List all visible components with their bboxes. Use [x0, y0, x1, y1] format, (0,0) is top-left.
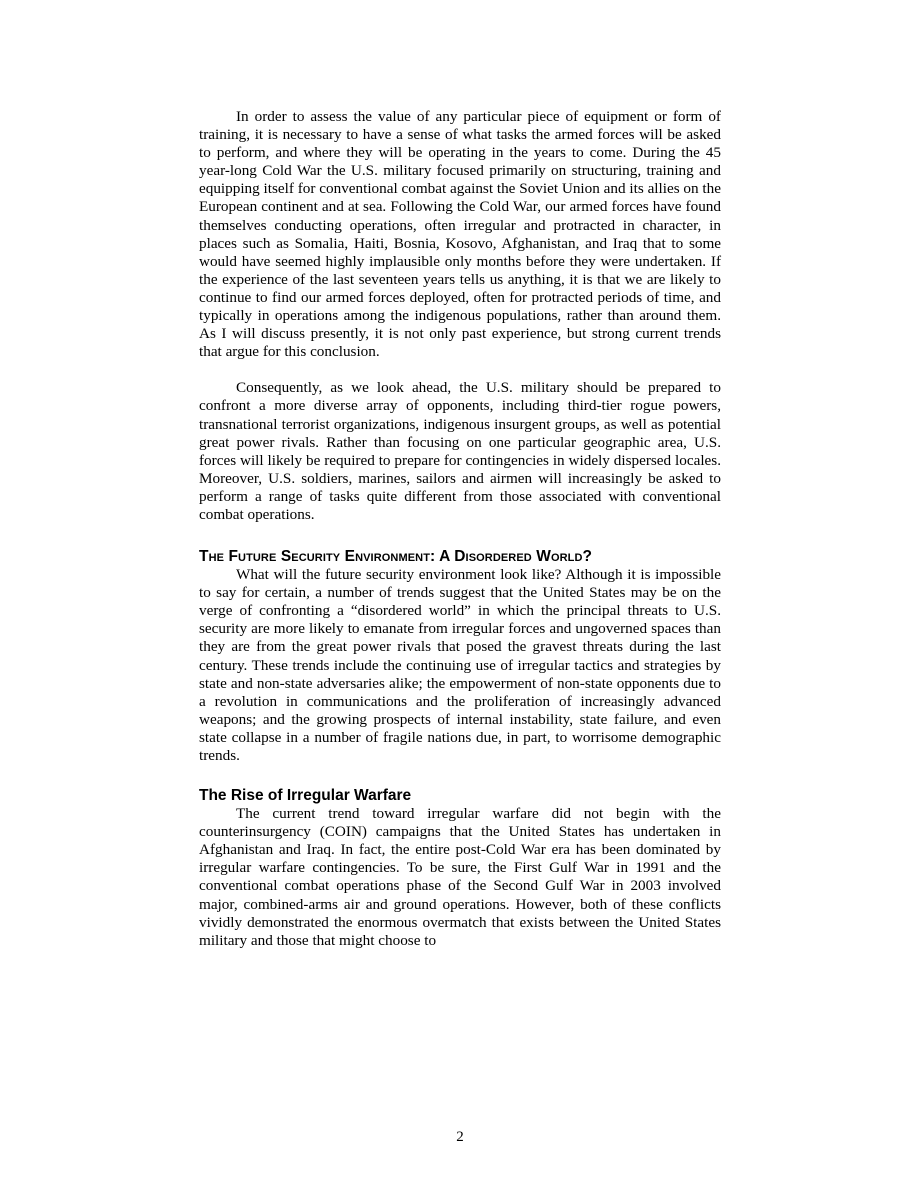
- subsection-paragraph: The current trend toward irregular warfare did not begin with the counterinsurgency (COIN) campaigns that the United States has undertaken in Afghanistan and Iraq. In fact, the entire post-Cold War era has been dominated by irregular warfare contingencies. To be sure, the First Gulf War in 1991 and the conventional combat operations phase of the Second Gulf War in 2003 involved major, combined-arms air and ground operations. However, both of these conflicts vividly demonstrated the enormous overmatch that exists between the United States military and those that might choose to: [199, 805, 721, 949]
- body-paragraph: In order to assess the value of any particular piece of equipment or form of training, it is necessary to have a sense of what tasks the armed forces will be asked to perform, and where they will be operating in the years to come. During the 45 year-long Cold War the U.S. military focused primarily on structuring, training and equipping itself for conventional combat against the Soviet Union and its allies on the European continent and at sea. Following the Cold War, our armed forces have found themselves conducting operations, often irregular and protracted in character, in places such as Somalia, Haiti, Bosnia, Kosovo, Afghanistan, and Iraq that to some would have seemed highly implausible only months before they were undertaken. If the experience of the last seventeen years tells us anything, it is that we are likely to continue to find our armed forces deployed, often for protracted periods of time, and typically in operations among the indigenous populations, rather than around them. As I will discuss presently, it is not only past experience, but strong current trends that argue for this conclusion.: [199, 108, 721, 361]
- page-body: [199, 108, 721, 950]
- section-heading: The Future Security Environment: A Disordered World?: [199, 548, 593, 566]
- subsection-heading: The Rise of Irregular Warfare: [199, 787, 412, 805]
- body-paragraph: Consequently, as we look ahead, the U.S. military should be prepared to confront a more diverse array of opponents, including third-tier rogue powers, transnational terrorist organizations, indigenous insurgent groups, as well as potential great power rivals. Rather than focusing on one particular geographic area, U.S. forces will likely be required to prepare for contingencies in widely dispersed locales. Moreover, U.S. soldiers, marines, sailors and airmen will increasingly be asked to perform a range of tasks quite different from those associated with conventional combat operations.: [199, 379, 721, 523]
- page-number: 2: [456, 1129, 464, 1145]
- section-paragraph: What will the future security environment look like? Although it is impossible to say for certain, a number of trends suggest that the United States may be on the verge of confronting a “disordered world” in which the principal threats to U.S. security are more likely to emanate from irregular forces and ungoverned spaces than they are from the great power rivals that posed the gravest threats during the last century. These trends include the continuing use of irregular tactics and strategies by state and non-state adversaries alike; the empowerment of non-state opponents due to a revolution in communications and the proliferation of increasingly advanced weapons; and the growing prospects of internal instability, state failure, and even state collapse in a number of fragile nations due, in part, to worrisome demographic trends.: [199, 566, 721, 764]
